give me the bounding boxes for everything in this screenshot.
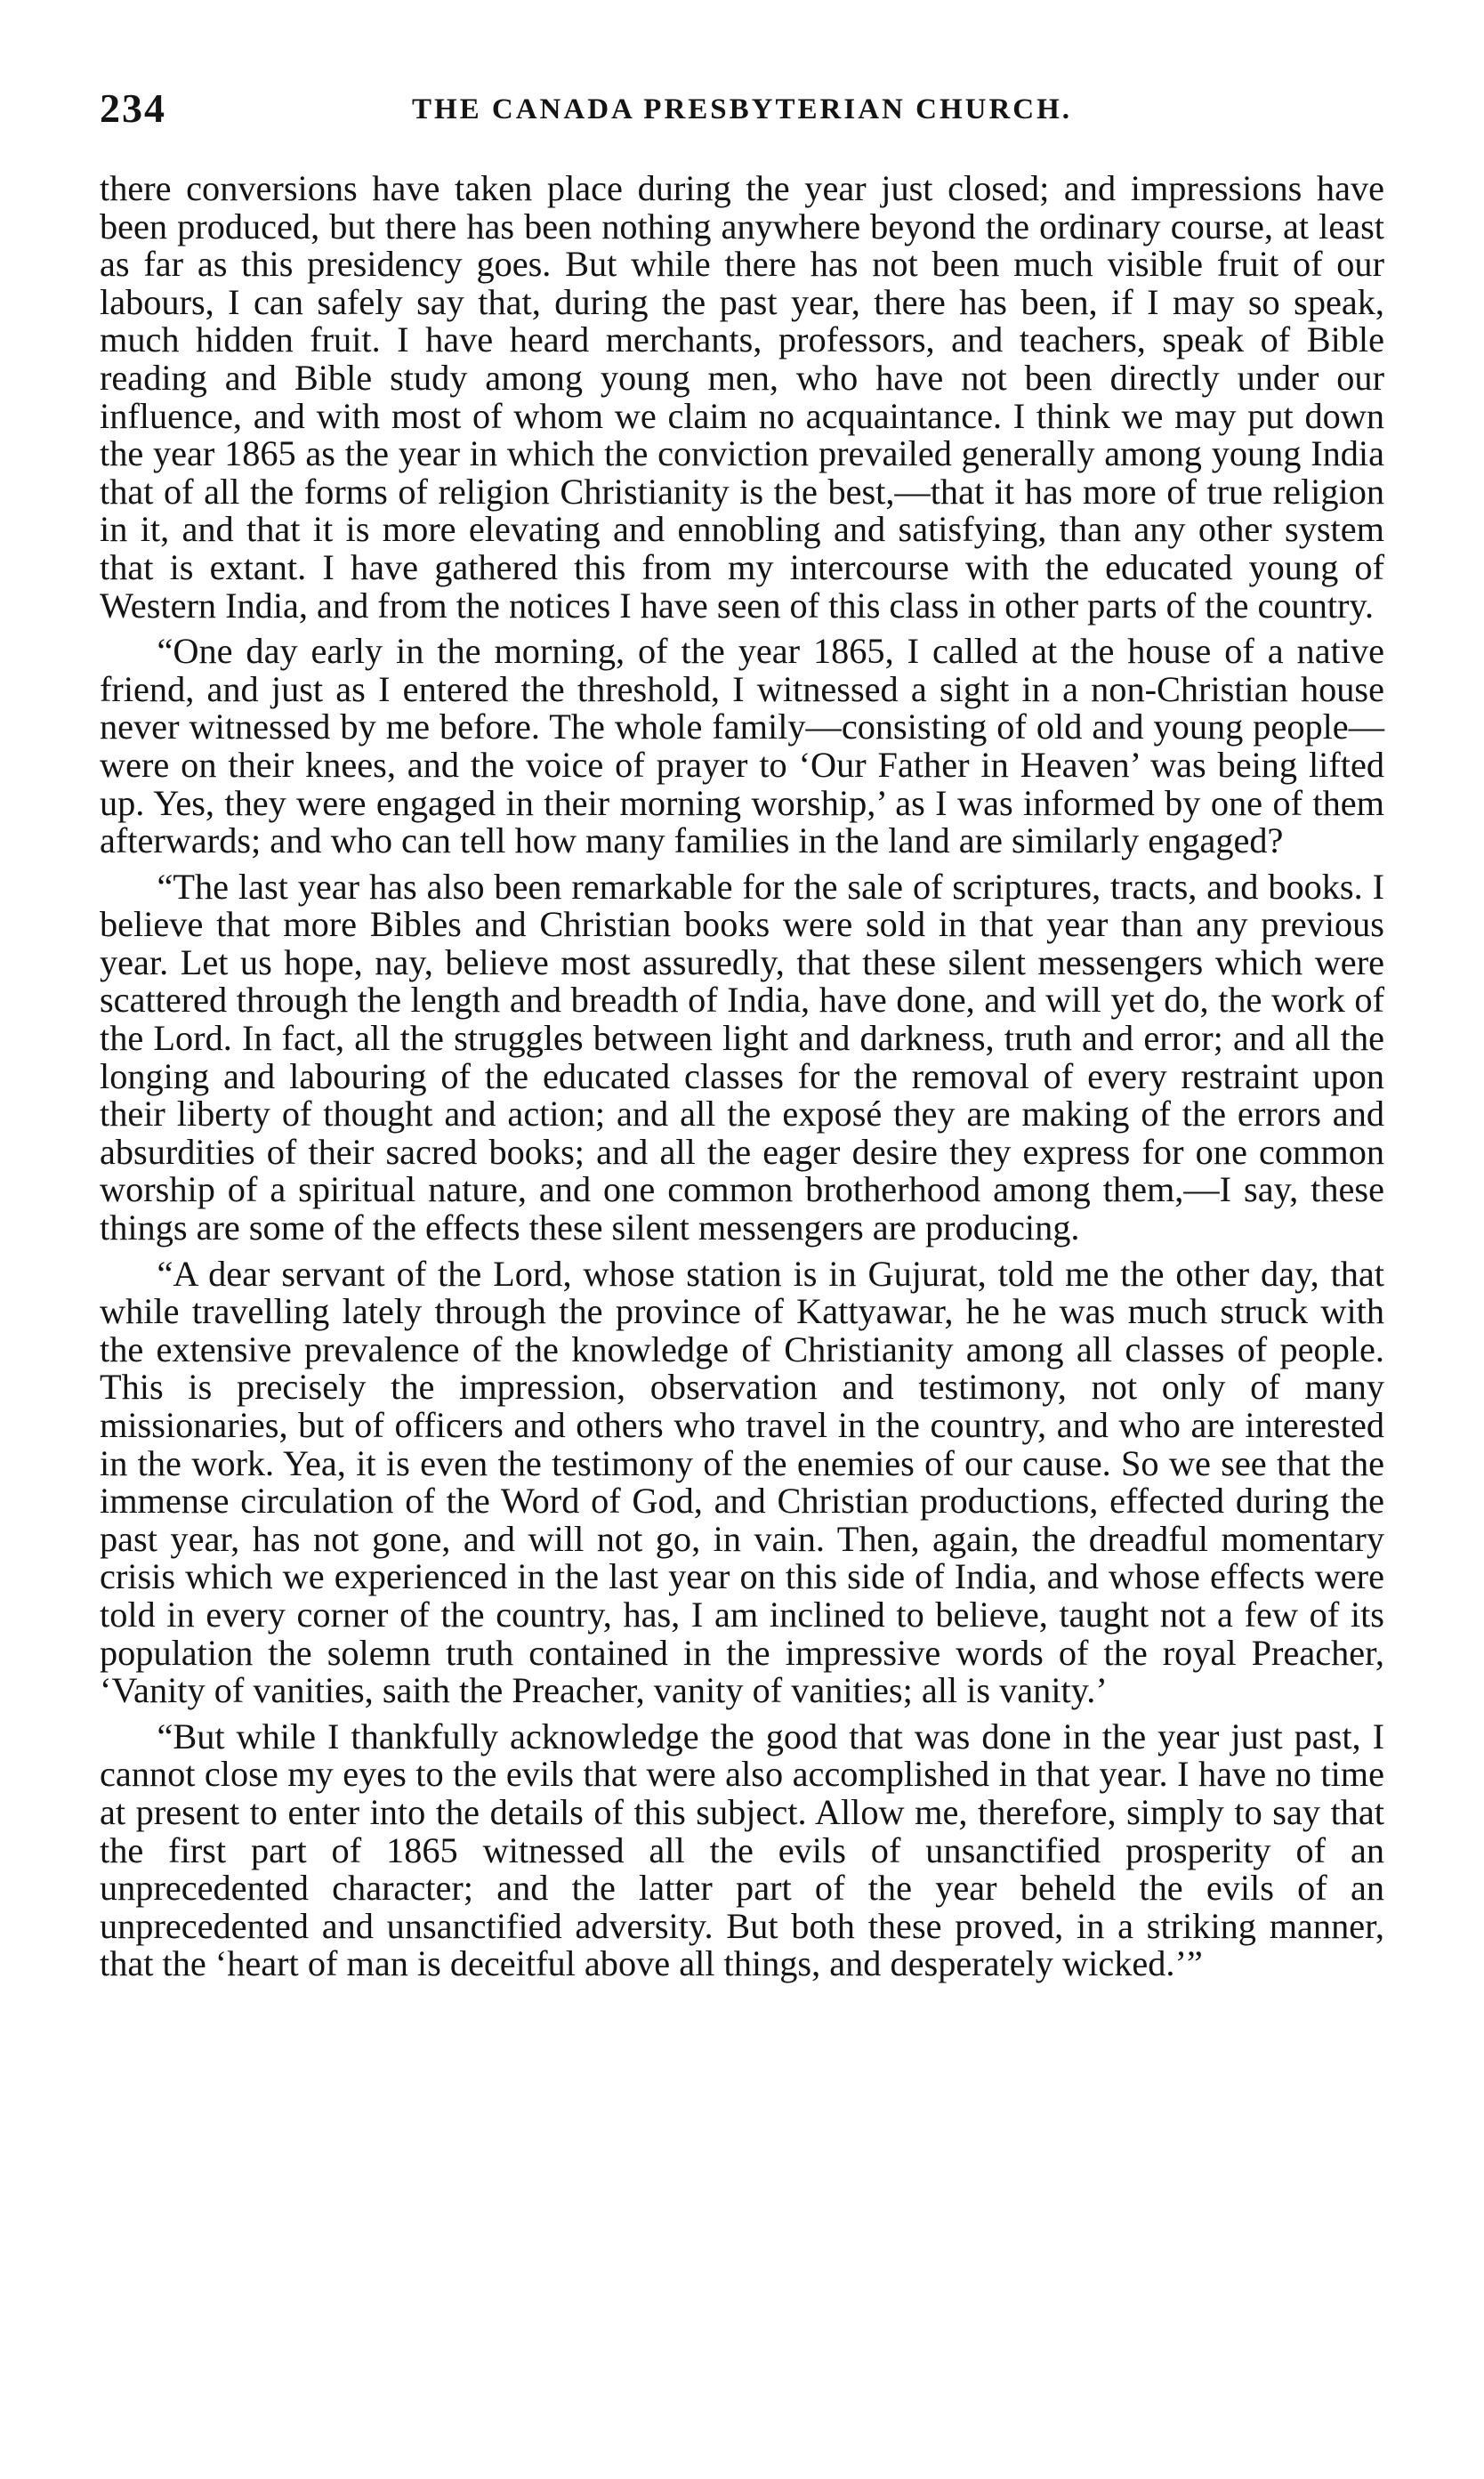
paragraph-continued: there conversions have taken place during the year just closed; and impressions have been produced, but there has been nothing anywhere beyond the ordinary course, at least as far as this presidency goes. But while there has not been much visible fruit of our labours, I can safely say that, during the past year, there has been, if I may so speak, much hidden fruit. I have heard merchants, professors, and teachers, speak of Bible reading and Bible study among young men, who have not been directly under our influence, and with most of whom we claim no acquaintance. I think we may put down the year 1865 as the year in which the conviction prevailed generally among young India that of all the forms of religion Christianity is the best,—that it has more of true religion in it, and that it is more elevating and ennobling and satisfying, than any other system that is extant. I have gathered this from my intercourse with the educated young of Western India, and from the notices I have seen of this class in other parts of the country. — [100, 168, 1384, 626]
page-number: 234 — [100, 85, 166, 131]
paragraph: “One day early in the morning, of the year 1865, I called at the house of a native friend, and just as I entered the threshold, I witnessed a sight in a non-Christian house never witnessed by me before. The whole family—consisting of old and young people—were on their knees, and the voice of prayer to ‘Our Father in Heaven’ was being lifted up. Yes, they were engaged in their morning worship,’ as I was informed by one of them afterwards; and who can tell how many families in the land are similarly engaged? — [100, 631, 1384, 861]
running-head — [100, 85, 1384, 138]
paragraph: “But while I thankfully acknowledge the good that was done in the year just past, I cannot close my eyes to the evils that were also accomplished in that year. I have no time at present to enter into the details of this subject. Allow me, therefore, simply to say that the first part of 1865 witnessed all the evils of unsanctified prosperity of an unprecedented character; and the latter part of the year beheld the evils of an unprecedented and unsanctified adversity. But both these proved, in a striking manner, that the ‘heart of man is deceitful above all things, and desperately wicked.’” — [100, 1716, 1384, 1984]
paragraph: “A dear servant of the Lord, whose station is in Gujurat, told me the other day, that while travelling lately through the province of Kattyawar, he he was much struck with the extensive prevalence of the knowledge of Christianity among all classes of people. This is precisely the impression, observation and testimony, not only of many missionaries, but of officers and others who travel in the country, and who are interested in the work. Yea, it is even the testimony of the enemies of our cause. So we see that the immense circulation of the Word of God, and Christian productions, effected during the past year, has not gone, and will not go, in vain. Then, again, the dreadful momentary crisis which we experienced in the last year on this side of India, and whose effects were told in every corner of the country, has, I am inclined to believe, taught not a few of its population the solemn truth contained in the impressive words of the royal Preacher, ‘Vanity of vanities, saith the Preacher, vanity of vanities; all is vanity.’ — [100, 1253, 1384, 1711]
journal-title: THE CANADA PRESBYTERIAN CHURCH. — [411, 93, 1073, 125]
paragraph: “The last year has also been remarkable for the sale of scriptures, tracts, and books. I believe that more Bibles and Christian books were sold in that year than any previous year. Let us hope, nay, believe most assuredly, that these silent messengers which were scattered through the length and breadth of India, have done, and will yet do, the work of the Lord. In fact, all the struggles between light and darkness, truth and error; and all the longing and labouring of the educated classes for the removal of every restraint upon their liberty of thought and action; and all the exposé they are making of the errors and absurdities of their sacred books; and all the eager desire they express for one common worship of a spiritual nature, and one common brotherhood among them,—I say, these things are some of the effects these silent messengers are producing. — [100, 866, 1384, 1248]
body-text — [100, 170, 1384, 1983]
